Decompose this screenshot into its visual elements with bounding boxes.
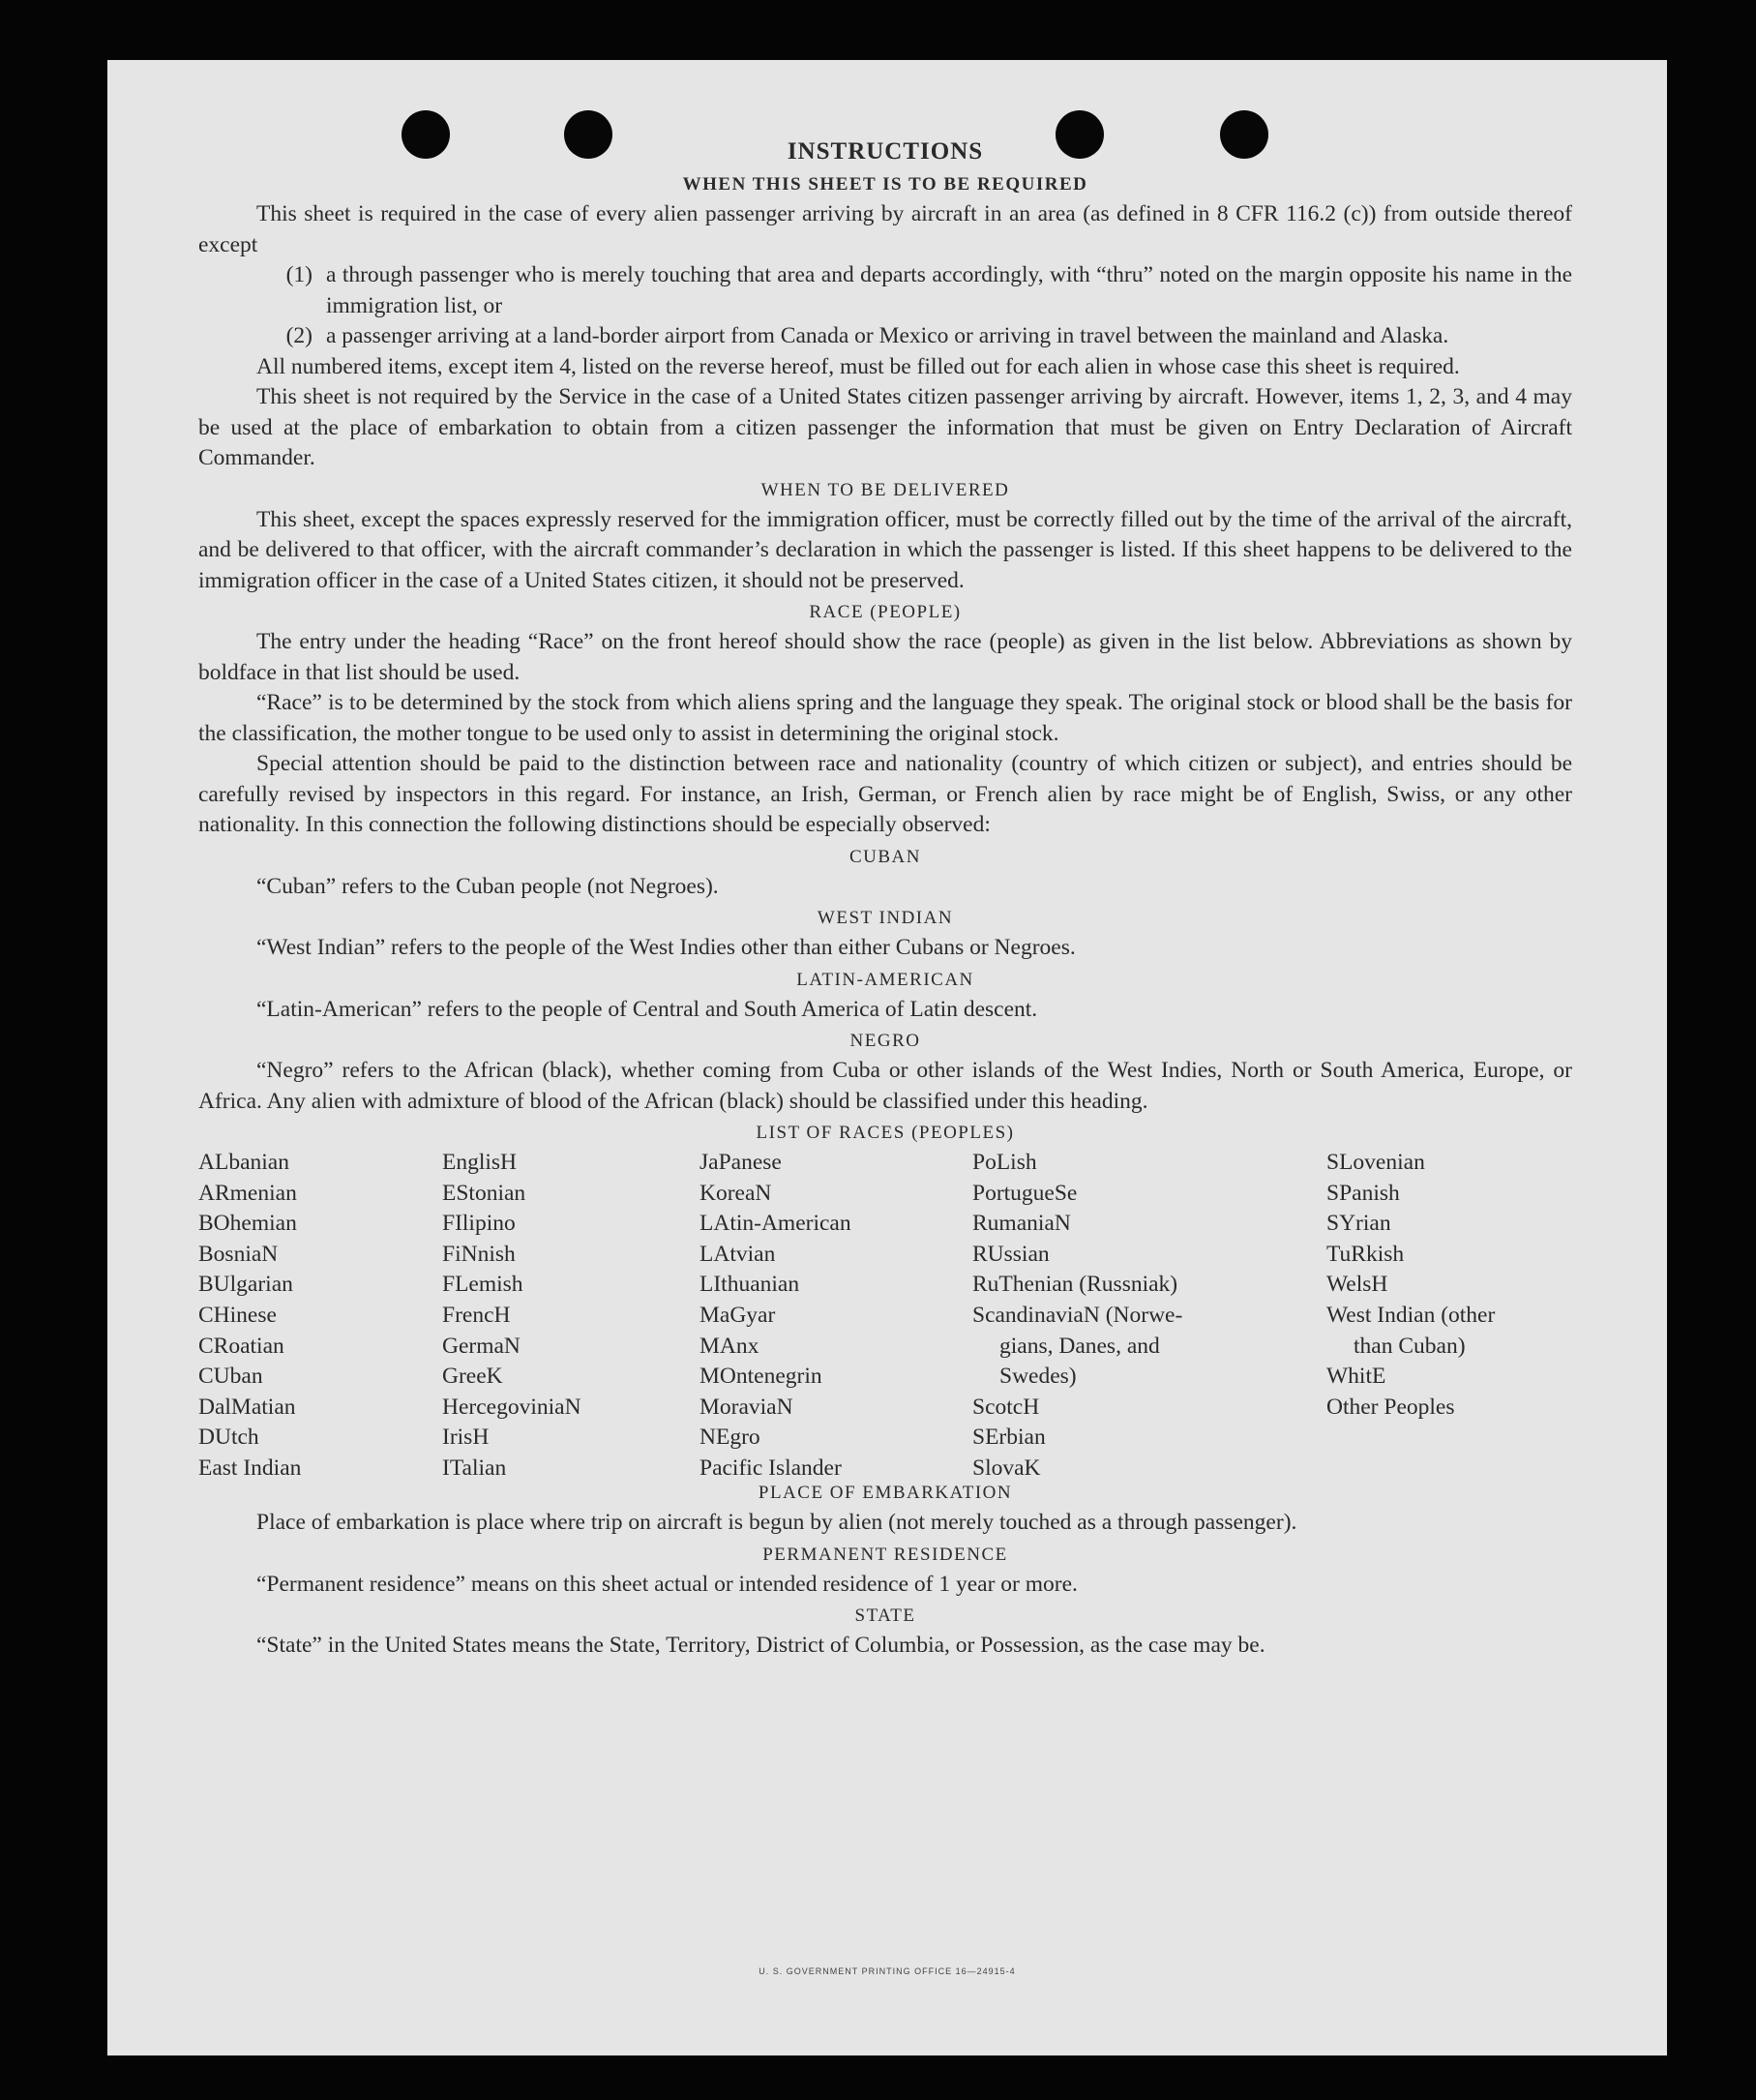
race-entry: FrencH — [442, 1302, 511, 1328]
paragraph: “State” in the United States means the State, Territory, District of Columbia, or Possession, as the case may be. — [256, 1633, 1265, 1658]
race-entry: SErbian — [972, 1425, 1046, 1451]
race-entry: SYrian — [1326, 1211, 1391, 1237]
race-entry: EStonian — [442, 1180, 526, 1206]
race-entry: than Cuban) — [1354, 1333, 1466, 1359]
race-entry: JaPanese — [699, 1150, 782, 1175]
page-title: INSTRUCTIONS — [787, 138, 984, 165]
race-entry: ITalian — [442, 1455, 507, 1481]
paragraph: Place of embarkation is place where trip on aircraft is begun by alien (not merely touched as a through passenger). — [256, 1510, 1297, 1535]
race-entry: EnglisH — [442, 1150, 518, 1175]
section-heading-cuban: CUBAN — [848, 846, 921, 867]
races-list — [198, 1148, 1572, 1481]
race-entry: BosniaN — [198, 1241, 279, 1267]
section-heading-latin-american: LATIN-AMERICAN — [796, 969, 974, 990]
race-entry: Other Peoples — [1326, 1394, 1455, 1420]
race-entry: PortugueSe — [972, 1180, 1078, 1206]
item-number: (2) — [285, 323, 313, 348]
race-entry: GermaN — [442, 1333, 521, 1359]
races-column-4 — [972, 1148, 1249, 1485]
race-entry: gians, Danes, and — [999, 1333, 1160, 1359]
section-heading-race: RACE (PEOPLE) — [809, 602, 962, 622]
race-entry: LIthuanian — [699, 1272, 800, 1298]
race-entry: RUssian — [972, 1241, 1050, 1267]
list-of-races-heading: LIST OF RACES (PEOPLES) — [756, 1123, 1015, 1143]
section-heading-state: STATE — [854, 1605, 916, 1626]
race-entry: NEgro — [699, 1425, 760, 1451]
race-entry: CUban — [198, 1364, 263, 1390]
section-heading-negro: NEGRO — [849, 1031, 921, 1051]
race-entry: GreeK — [442, 1364, 503, 1390]
race-entry: DalMatian — [198, 1394, 296, 1420]
section-heading-delivered: WHEN TO BE DELIVERED — [760, 479, 1010, 500]
races-column-1 — [198, 1148, 421, 1485]
race-entry: SLovenian — [1326, 1150, 1425, 1175]
item-text: a through passenger who is merely touching that area and departs accordingly, with “thru” noted on the margin opposite his name in the immigration list, or — [326, 262, 1572, 318]
race-entry: Pacific Islander — [699, 1455, 842, 1481]
paragraph: The entry under the heading “Race” on the front hereof should show the race (people) as given in the list below. Abbreviations as shown by boldface in that list should be used. — [198, 629, 1572, 685]
paragraph: “West Indian” refers to the people of the West Indies other than either Cubans or Negroes. — [256, 935, 1076, 960]
paragraph: This sheet is required in the case of every alien passenger arriving by aircraft in an area (as defined in 8 CFR 116.2 (c)) from outside thereof except — [198, 201, 1572, 257]
race-entry: MOntenegrin — [699, 1364, 822, 1390]
item-text: a passenger arriving at a land-border airport from Canada or Mexico or arriving in travel between the mainland and Alaska. — [326, 323, 1449, 348]
race-entry: SlovaK — [972, 1455, 1041, 1481]
section-heading-residence: PERMANENT RESIDENCE — [762, 1544, 1008, 1565]
race-entry: HercegoviniaN — [442, 1394, 581, 1420]
exception-item-1 — [198, 260, 1572, 321]
race-entry: WelsH — [1326, 1272, 1388, 1298]
race-entry: PoLish — [972, 1150, 1037, 1175]
printer-imprint: U. S. GOVERNMENT PRINTING OFFICE 16—24915-4 — [759, 1966, 1016, 1976]
race-entry: ScotcH — [972, 1394, 1040, 1420]
race-entry: TuRkish — [1326, 1241, 1405, 1267]
paragraph: This sheet is not required by the Service in the case of a United States citizen passenger arriving by aircraft. However, items 1, 2, 3, and 4 may be used at the place of embarkation to obtain from a citizen passenger the information that must be given on Entry Declaration of Aircraft Commander. — [198, 384, 1572, 470]
section-heading-west-indian: WEST INDIAN — [817, 908, 954, 928]
race-entry: MaGyar — [699, 1302, 776, 1328]
paragraph: “Permanent residence” means on this sheet actual or intended residence of 1 year or more. — [256, 1571, 1078, 1597]
races-column-2 — [442, 1148, 665, 1485]
race-entry: RumaniaN — [972, 1211, 1071, 1237]
race-entry: CHinese — [198, 1302, 277, 1328]
race-entry: FIlipino — [442, 1211, 516, 1237]
paragraph: “Cuban” refers to the Cuban people (not Negroes). — [256, 873, 719, 899]
races-column-5 — [1326, 1148, 1572, 1423]
race-entry: LAtin-American — [699, 1211, 851, 1237]
paragraph: All numbered items, except item 4, listed on the reverse hereof, must be filled out for each alien in whose case this sheet is required. — [256, 353, 1460, 379]
race-entry: MoraviaN — [699, 1394, 793, 1420]
paragraph: “Race” is to be determined by the stock from which aliens spring and the language they speak. The original stock or blood shall be the basis for the classification, the mother tongue to be used only to assist in determining the original stock. — [198, 690, 1572, 746]
race-entry: ALbanian — [198, 1150, 289, 1175]
race-entry: DUtch — [198, 1425, 259, 1451]
instructions-body — [198, 135, 1572, 1662]
race-entry: BUlgarian — [198, 1272, 293, 1298]
document-sheet — [107, 60, 1667, 2055]
paragraph: This sheet, except the spaces expressly reserved for the immigration officer, must be correctly filled out by the time of the arrival of the aircraft, and be delivered to that officer, with the aircraft commander’s declaration in which the passenger is listed. If this sheet happens to be delivered to the immigration officer in the case of a United States citizen, it should not be preserved. — [198, 506, 1572, 593]
race-entry: BOhemian — [198, 1211, 297, 1237]
races-column-3 — [699, 1148, 951, 1485]
race-entry: SPanish — [1326, 1180, 1400, 1206]
race-entry: CRoatian — [198, 1333, 284, 1359]
paragraph: Special attention should be paid to the distinction between race and nationality (country of which citizen or subject), and entries should be carefully revised by inspectors in this regard. For instance, an Irish, German, or French alien by race might be of English, Swiss, or any other nationality. In this connection the following distinctions should be especially observed: — [198, 751, 1572, 837]
race-entry: East Indian — [198, 1455, 302, 1481]
section-heading-embarkation: PLACE OF EMBARKATION — [758, 1483, 1013, 1503]
race-entry: ScandinaviaN (Norwe- — [972, 1302, 1183, 1328]
race-entry: West Indian (other — [1326, 1302, 1496, 1328]
race-entry: Swedes) — [999, 1364, 1077, 1390]
section-heading-required: WHEN THIS SHEET IS TO BE REQUIRED — [682, 174, 1088, 195]
race-entry: LAtvian — [699, 1241, 776, 1267]
race-entry: IrisH — [442, 1425, 490, 1451]
race-entry: ARmenian — [198, 1180, 297, 1206]
race-entry: FiNnish — [442, 1241, 516, 1267]
item-number: (1) — [285, 262, 313, 287]
paragraph: “Negro” refers to the African (black), whether coming from Cuba or other islands of the West Indies, North or South America, Europe, or Africa. Any alien with admixture of blood of the African (black) should be classified under this heading. — [198, 1058, 1572, 1114]
race-entry: RuThenian (Russniak) — [972, 1272, 1178, 1298]
exception-item-2 — [198, 321, 1572, 352]
race-entry: KoreaN — [699, 1180, 772, 1206]
race-entry: WhitE — [1326, 1364, 1386, 1390]
race-entry: FLemish — [442, 1272, 523, 1298]
race-entry: MAnx — [699, 1333, 759, 1359]
paragraph: “Latin-American” refers to the people of Central and South America of Latin descent. — [256, 996, 1038, 1022]
